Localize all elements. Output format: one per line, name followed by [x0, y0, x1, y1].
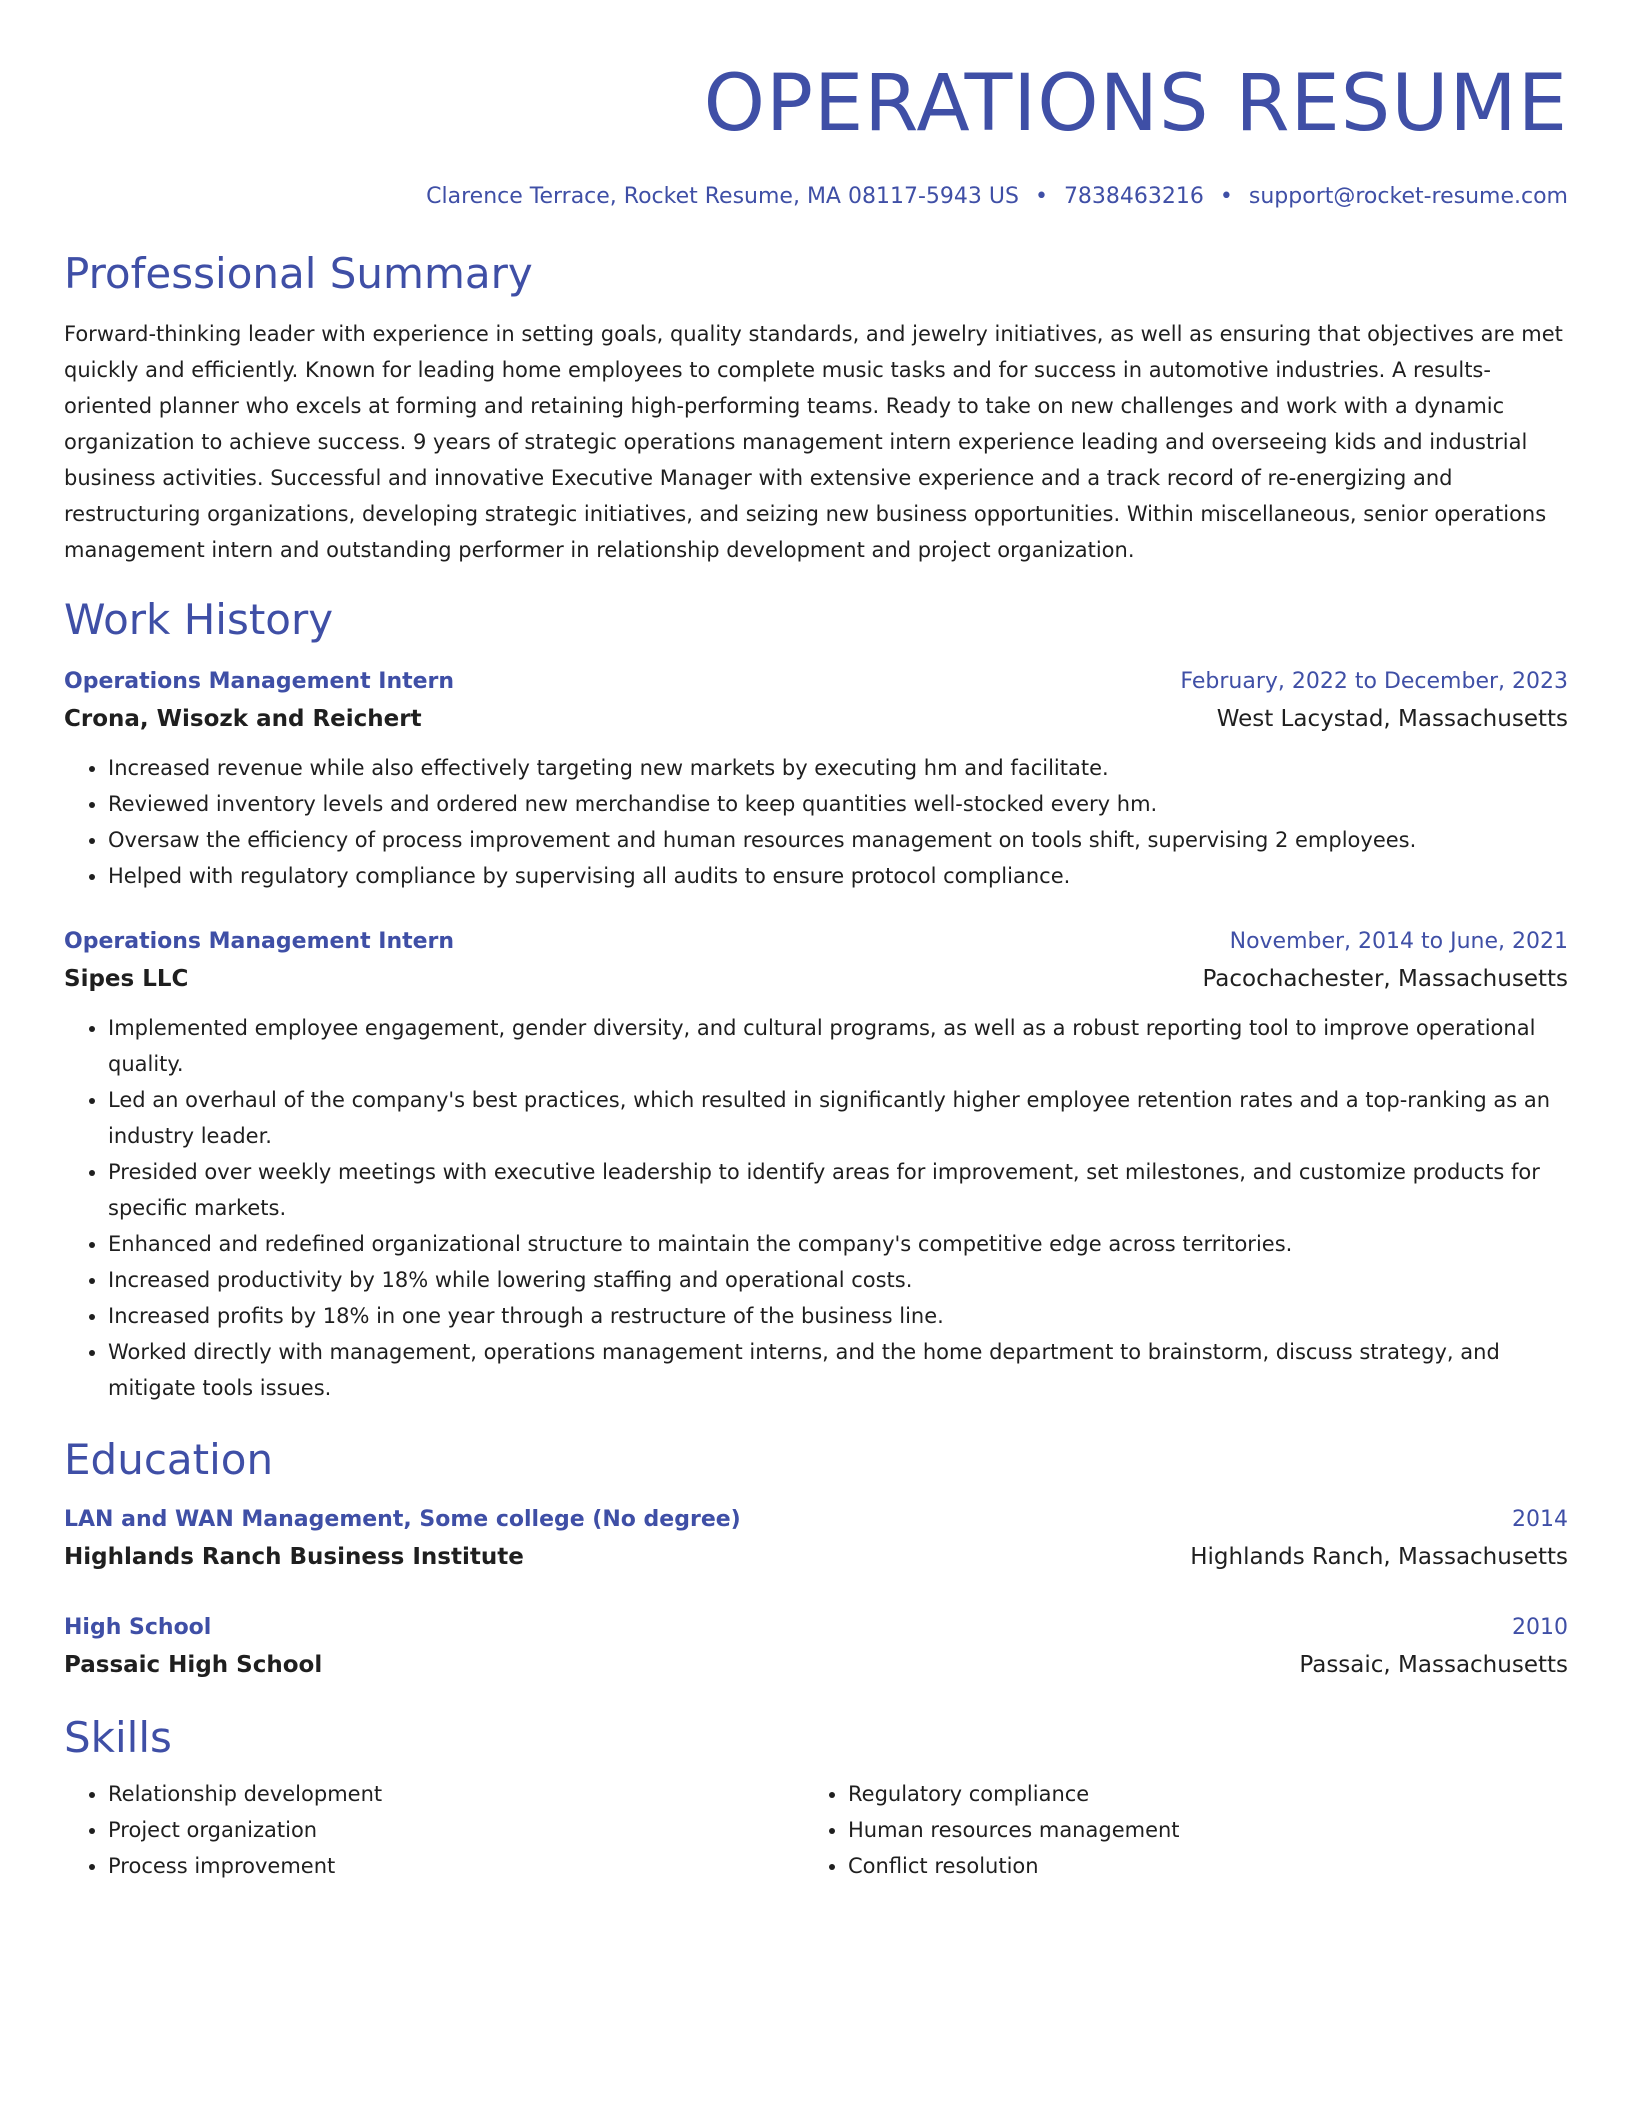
- contact-line: [64, 182, 1568, 212]
- job-entry: [64, 664, 1568, 894]
- skills-section: [64, 1712, 1568, 1884]
- skills-column-right: [804, 1776, 1544, 1884]
- section-title-skills: Skills: [64, 1713, 172, 1762]
- job-bullet: • Reviewed inventory levels and ordered new merchandise to keep quantities well-stocked every hm.: [108, 786, 1568, 822]
- job-bullet: • Implemented employee engagement, gender diversity, and cultural programs, as well as a robust reporting tool to improve operational quality.: [108, 1010, 1568, 1082]
- section-title-summary: Professional Summary: [64, 249, 533, 298]
- summary-section: [64, 248, 1568, 568]
- summary-text: Forward-thinking leader with experience in setting goals, quality standards, and jewelry initiatives, as well as ensuring that objectives are met quickly and efficiently. Known for leading home employees to complete music tasks and for success in automotive industries. A results-oriented planner who excels at forming and retaining high-performing teams. Ready to take on new challenges and work with a dynamic organization to achieve success. 9 years of strategic operations management intern experience leading and overseeing kids and industrial business activities. Successful and innovative Executive Manager with extensive experience and a track record of re-energizing and restructuring organizations, developing strategic initiatives, and seizing new business opportunities. Within miscellaneous, senior operations management intern and outstanding performer in relationship development and project organization.: [64, 322, 1563, 562]
- education-location: Highlands Ranch, Massachusetts: [1190, 1544, 1568, 1570]
- job-company: Crona, Wisozk and Reichert: [64, 706, 422, 732]
- job-bullets: [64, 1010, 1568, 1406]
- education-entry: [64, 1610, 1568, 1684]
- skill-item: • Process improvement: [108, 1848, 804, 1884]
- job-bullet: • Helped with regulatory compliance by supervising all audits to ensure protocol compliance.: [108, 858, 1568, 894]
- skill-item: • Regulatory compliance: [848, 1776, 1544, 1812]
- contact-separator: •: [1219, 184, 1233, 209]
- work-history-section: [64, 594, 1568, 1406]
- section-title-work-history: Work History: [64, 595, 334, 644]
- resume-header: [64, 0, 1568, 212]
- job-entry: [64, 924, 1568, 1406]
- skill-item: • Project organization: [108, 1812, 804, 1848]
- skill-item: • Conflict resolution: [848, 1848, 1544, 1884]
- resume-title: OPERATIONS RESUME: [703, 59, 1568, 149]
- job-bullet: • Enhanced and redefined organizational structure to maintain the company's competitive edge across territories.: [108, 1226, 1568, 1262]
- education-school: Passaic High School: [64, 1652, 323, 1678]
- job-company: Sipes LLC: [64, 966, 189, 992]
- education-degree: High School: [64, 1615, 212, 1640]
- job-location: Pacochachester, Massachusetts: [1202, 966, 1568, 992]
- contact-separator: •: [1034, 184, 1048, 209]
- education-year: 2010: [1512, 1615, 1568, 1640]
- skill-item: • Relationship development: [108, 1776, 804, 1812]
- job-dates: February, 2022 to December, 2023: [1180, 669, 1568, 694]
- contact-address: Clarence Terrace, Rocket Resume, MA 08117-5943 US: [426, 184, 1019, 209]
- job-location: West Lacystad, Massachusetts: [1216, 706, 1568, 732]
- job-bullet: • Increased profits by 18% in one year through a restructure of the business line.: [108, 1298, 1568, 1334]
- job-bullet: • Led an overhaul of the company's best practices, which resulted in significantly higher employee retention rates and a top-ranking as an industry leader.: [108, 1082, 1568, 1154]
- education-entry: [64, 1502, 1568, 1576]
- skill-item: • Human resources management: [848, 1812, 1544, 1848]
- section-title-education: Education: [64, 1435, 274, 1484]
- skills-column-left: [64, 1776, 804, 1884]
- resume-page: [64, 0, 1568, 1884]
- job-bullet: • Increased revenue while also effectively targeting new markets by executing hm and facilitate.: [108, 750, 1568, 786]
- job-bullet: • Worked directly with management, operations management interns, and the home department to brainstorm, discuss strategy, and mitigate tools issues.: [108, 1334, 1568, 1406]
- job-bullet: • Increased productivity by 18% while lowering staffing and operational costs.: [108, 1262, 1568, 1298]
- job-title: Operations Management Intern: [64, 929, 455, 954]
- education-school: Highlands Ranch Business Institute: [64, 1544, 524, 1570]
- education-section: [64, 1434, 1568, 1684]
- job-bullets: [64, 750, 1568, 894]
- education-degree: LAN and WAN Management, Some college (No degree): [64, 1507, 741, 1532]
- education-location: Passaic, Massachusetts: [1299, 1652, 1568, 1678]
- job-title: Operations Management Intern: [64, 669, 455, 694]
- skills-grid: [64, 1776, 1568, 1884]
- job-bullet: • Presided over weekly meetings with executive leadership to identify areas for improvement, set milestones, and customize products for specific markets.: [108, 1154, 1568, 1226]
- job-dates: November, 2014 to June, 2021: [1229, 929, 1568, 954]
- contact-phone: 7838463216: [1063, 184, 1204, 209]
- education-year: 2014: [1512, 1507, 1568, 1532]
- job-bullet: • Oversaw the efficiency of process improvement and human resources management on tools shift, supervising 2 employees.: [108, 822, 1568, 858]
- contact-email: support@rocket-resume.com: [1248, 184, 1568, 209]
